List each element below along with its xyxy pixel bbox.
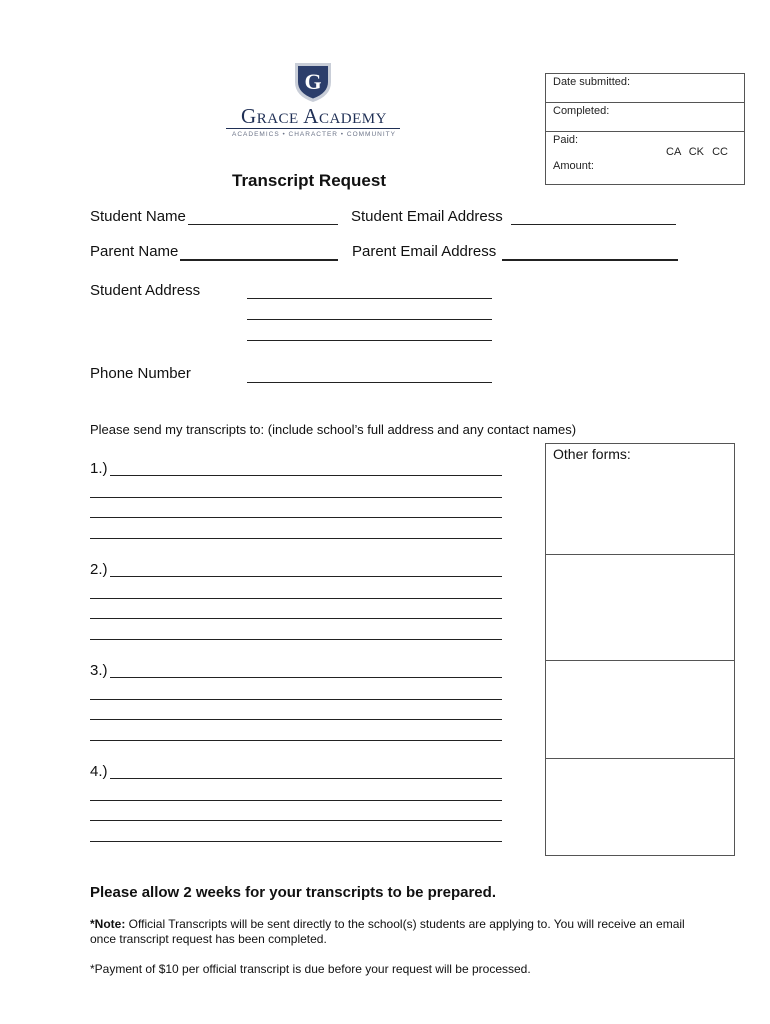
address-line-3[interactable]	[247, 340, 492, 341]
svg-text:G: G	[304, 69, 322, 94]
entry-1-line-4[interactable]	[90, 538, 502, 539]
entry-2-label: 2.)	[90, 561, 108, 578]
entry-3-line-3[interactable]	[90, 719, 502, 720]
other-forms-cell-3[interactable]	[546, 660, 734, 759]
entry-1-line-3[interactable]	[90, 517, 502, 518]
student-email-label: Student Email Address	[351, 208, 503, 225]
note-paragraph	[90, 917, 690, 947]
school-tagline: ACADEMICS • CHARACTER • COMMUNITY	[232, 131, 396, 138]
send-to-instructions: Please send my transcripts to: (include school’s full address and any contact names)	[90, 422, 577, 437]
entry-3-line-2[interactable]	[90, 699, 502, 700]
school-crest-icon	[292, 60, 334, 104]
entry-1-label: 1.)	[90, 460, 108, 477]
parent-email-label: Parent Email Address	[352, 243, 497, 260]
other-forms-box	[545, 443, 735, 856]
entry-2-line-1[interactable]	[110, 576, 502, 577]
entry-2-line-2[interactable]	[90, 598, 502, 599]
entry-2-line-4[interactable]	[90, 639, 502, 640]
entry-4-line-3[interactable]	[90, 820, 502, 821]
address-line-1[interactable]	[247, 298, 492, 299]
form-title: Transcript Request	[232, 171, 386, 190]
payment-notice: *Payment of $10 per official transcript is due before your request will be processed.	[90, 962, 531, 976]
other-forms-cell-1[interactable]	[546, 444, 734, 555]
student-address-label: Student Address	[90, 282, 201, 299]
paid-label: Paid:	[553, 134, 579, 146]
other-forms-label: Other forms:	[553, 446, 631, 462]
entry-1-line-2[interactable]	[90, 497, 502, 498]
entry-4-line-2[interactable]	[90, 800, 502, 801]
other-forms-cell-4[interactable]	[546, 758, 734, 855]
entry-4-line-4[interactable]	[90, 841, 502, 842]
date-submitted-label: Date submitted:	[546, 74, 744, 103]
phone-label: Phone Number	[90, 365, 191, 382]
student-name-label: Student Name	[90, 208, 186, 225]
parent-name-label: Parent Name	[90, 243, 179, 260]
completed-label: Completed:	[546, 103, 744, 132]
office-use-box	[545, 73, 745, 185]
note-label: *Note:	[90, 917, 126, 931]
other-forms-cell-2[interactable]	[546, 554, 734, 661]
entry-3-line-1[interactable]	[110, 677, 502, 678]
entry-2-line-3[interactable]	[90, 618, 502, 619]
processing-time-notice: Please allow 2 weeks for your transcripts to be prepared.	[90, 884, 496, 901]
school-name: Grace Academy	[241, 104, 387, 128]
logo-divider	[226, 128, 400, 129]
student-email-field[interactable]	[511, 224, 676, 225]
entry-4-line-1[interactable]	[110, 778, 502, 779]
payment-types: CA CK CC	[666, 146, 728, 158]
phone-field[interactable]	[247, 382, 492, 383]
entry-1-line-1[interactable]	[110, 475, 502, 476]
parent-email-field[interactable]	[502, 259, 678, 261]
address-line-2[interactable]	[247, 319, 492, 320]
student-name-field[interactable]	[188, 224, 338, 225]
parent-name-field[interactable]	[180, 259, 338, 261]
note-text: Official Transcripts will be sent directly to the school(s) students are applying to. You will receive an email once transcript request has been completed.	[90, 917, 685, 946]
entry-3-line-4[interactable]	[90, 740, 502, 741]
entry-4-label: 4.)	[90, 763, 108, 780]
amount-label: Amount:	[553, 160, 594, 172]
entry-3-label: 3.)	[90, 662, 108, 679]
